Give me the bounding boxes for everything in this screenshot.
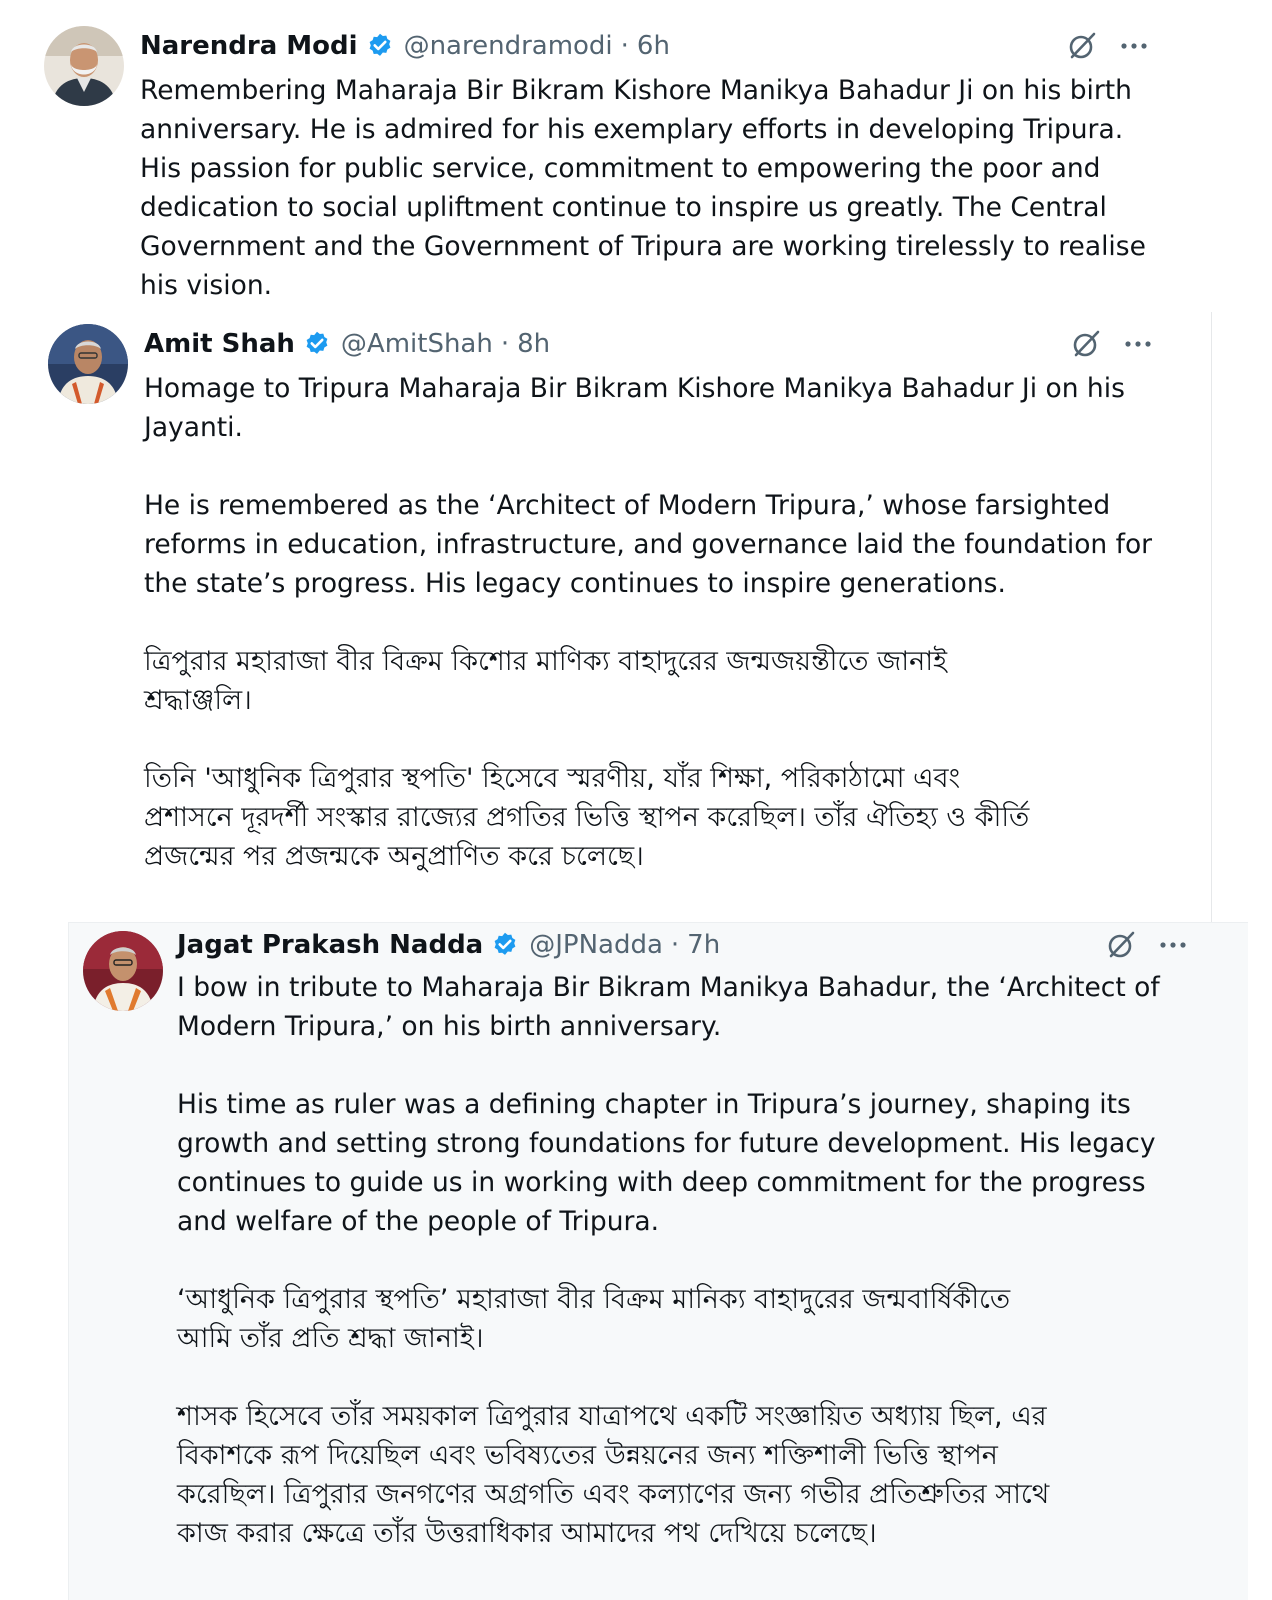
tweet-line: Modern Tripura,’ on his birth anniversary. (177, 1011, 722, 1042)
tweet-line: continues to guide us in working with deep commitment for the progress (177, 1167, 1146, 1198)
tweet-line: growth and setting strong foundations for future development. His legacy (177, 1128, 1156, 1159)
tweet-line: ‘আধুনিক ত্রিপুরার স্থপতি’ মহারাজা বীর বিক্রম মানিক্য বাহাদুরের জন্মবার্ষিকীতে (177, 1284, 1011, 1315)
tweet-line: the state’s progress. His legacy continues to inspire generations. (144, 568, 1006, 599)
avatar-image-icon (48, 324, 128, 404)
avatar-image-icon (83, 931, 163, 1011)
tweet-text (144, 369, 1152, 876)
avatar[interactable] (83, 931, 163, 1011)
tweet-line: dedication to social upliftment continue to inspire us greatly. The Central (140, 192, 1107, 223)
tweet-line: আমি তাঁর প্রতি শ্রদ্ধা জানাই। (177, 1323, 484, 1354)
timestamp[interactable]: 6h (636, 31, 670, 61)
tweet-line: তিনি 'আধুনিক ত্রিপুরার স্থপতি' হিসেবে স্মরণীয়, যাঁর শিক্ষা, পরিকাঠামো এবং (144, 763, 961, 794)
grok-icon[interactable] (1066, 30, 1098, 62)
author-name[interactable]: Amit Shah (144, 329, 295, 359)
tweet-line: বিকাশকে রূপ দিয়েছিল এবং ভবিষ্যতের উন্নয়নের জন্য শক্তিশালী ভিত্তি স্থাপন (177, 1440, 998, 1471)
tweet-line: I bow in tribute to Maharaja Bir Bikram Manikya Bahadur, the ‘Architect of (177, 972, 1160, 1003)
tweet-actions (1070, 328, 1154, 360)
tweet-line: Homage to Tripura Maharaja Bir Bikram Kishore Manikya Bahadur Ji on his (144, 373, 1125, 404)
tweet-line: his vision. (140, 270, 273, 301)
separator-dot: · (500, 329, 510, 359)
tweet-jagat-prakash-nadda[interactable] (68, 922, 1248, 1600)
verified-badge-icon (491, 931, 519, 959)
tweet-header (140, 26, 670, 66)
tweet-actions (1105, 929, 1189, 961)
verified-badge-icon (303, 330, 331, 358)
separator-dot: · (620, 31, 629, 61)
grok-icon[interactable] (1070, 328, 1102, 360)
tweet-line: His time as ruler was a defining chapter in Tripura’s journey, shaping its (177, 1089, 1131, 1120)
timestamp[interactable]: 7h (687, 930, 721, 960)
author-name[interactable]: Jagat Prakash Nadda (177, 930, 484, 960)
grok-icon[interactable] (1105, 929, 1137, 961)
avatar[interactable] (48, 324, 128, 404)
tweet-line: He is remembered as the ‘Architect of Modern Tripura,’ whose farsighted (144, 490, 1111, 521)
tweet-line: anniversary. He is admired for his exemplary efforts in developing Tripura. (140, 114, 1124, 145)
tweet-line: and welfare of the people of Tripura. (177, 1206, 660, 1237)
tweet-amit-shah[interactable] (0, 312, 1212, 922)
tweet-text (177, 968, 1160, 1553)
author-handle[interactable]: @AmitShah (340, 329, 493, 359)
verified-badge-icon (366, 32, 394, 60)
timestamp[interactable]: 8h (517, 329, 551, 359)
tweet-line: শ্রদ্ধাঞ্জলি। (144, 685, 252, 716)
avatar[interactable] (44, 26, 124, 106)
tweet-line: করেছিল। ত্রিপুরার জনগণের অগ্রগতি এবং কল্যাণের জন্য গভীর প্রতিশ্রুতির সাথে (177, 1479, 1050, 1510)
tweet-line: ত্রিপুরার মহারাজা বীর বিক্রম কিশোর মাণিক্য বাহাদুরের জন্মজয়ন্তীতে জানাই (144, 646, 948, 677)
author-name[interactable]: Narendra Modi (140, 31, 358, 61)
more-options-icon[interactable] (1157, 929, 1189, 961)
tweet-line: প্রজন্মের পর প্রজন্মকে অনুপ্রাণিত করে চলেছে। (144, 841, 644, 872)
tweet-line: প্রশাসনে দূরদর্শী সংস্কার রাজ্যের প্রগতির ভিত্তি স্থাপন করেছিল। তাঁর ঐতিহ্য ও কীর্তি (144, 802, 1030, 833)
tweet-line: কাজ করার ক্ষেত্রে তাঁর উত্তরাধিকার আমাদের পথ দেখিয়ে চলেছে। (177, 1518, 877, 1549)
tweet-header (177, 925, 720, 965)
tweet-text (140, 71, 1146, 305)
tweet-actions (1066, 30, 1150, 62)
more-options-icon[interactable] (1118, 30, 1150, 62)
avatar-image-icon (44, 26, 124, 106)
tweet-line: Government and the Government of Tripura are working tirelessly to realise (140, 231, 1146, 262)
tweet-line: Remembering Maharaja Bir Bikram Kishore Manikya Bahadur Ji on his birth (140, 75, 1132, 106)
tweet-line: শাসক হিসেবে তাঁর সময়কাল ত্রিপুরার যাত্রাপথে একটি সংজ্ঞায়িত অধ্যায় ছিল, এর (177, 1401, 1047, 1432)
tweet-narendra-modi[interactable] (0, 0, 1272, 312)
tweet-header (144, 324, 550, 364)
author-handle[interactable]: @JPNadda (529, 930, 663, 960)
author-handle[interactable]: @narendramodi (403, 31, 613, 61)
tweet-line: reforms in education, infrastructure, and governance laid the foundation for (144, 529, 1153, 560)
tweet-line: His passion for public service, commitment to empowering the poor and (140, 153, 1101, 184)
tweet-line: Jayanti. (144, 412, 243, 443)
more-options-icon[interactable] (1122, 328, 1154, 360)
separator-dot: · (670, 930, 680, 960)
